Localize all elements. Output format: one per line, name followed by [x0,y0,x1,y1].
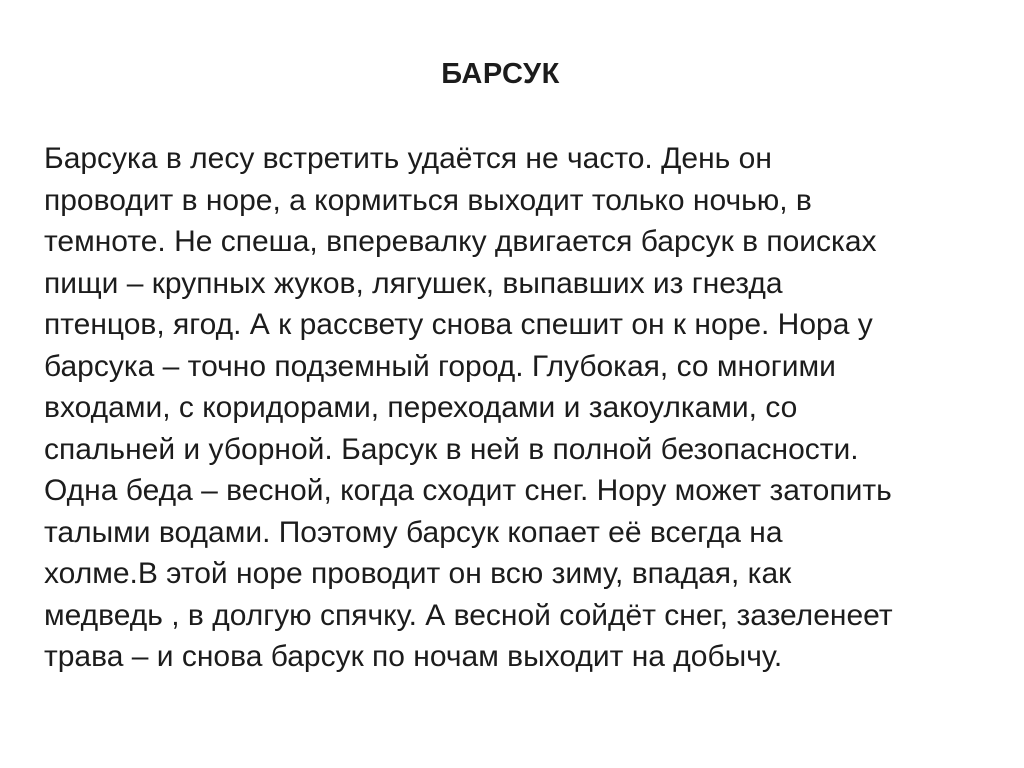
page-title: БАРСУК [441,58,560,90]
text-line: темноте. Не спеша, вперевалку двигается барсук в поисках [44,225,877,258]
text-line: проводит в норе, а кормиться выходит только ночью, в [44,183,812,217]
text-line: птенцов, ягод. А к рассвету снова спешит он к норе. Нора у [44,308,873,341]
body-text [44,138,1014,678]
text-line: Барсука в лесу встретить удаётся не часто. День он [44,142,772,175]
text-line: Одна беда – весной, когда сходит снег. Нору может затопить [44,474,892,507]
text-line: холме.В этой норе проводит он всю зиму, впадая, как [44,557,792,590]
text-line: спальней и уборной. Барсук в ней в полной безопасности. [44,432,859,466]
text-line: входами, с коридорами, переходами и закоулками, со [44,391,798,424]
text-line: барсука – точно подземный город. Глубокая, со многими [44,349,836,383]
text-line: трава – и снова барсук по ночам выходит на добычу. [44,640,783,673]
text-line: талыми водами. Поэтому барсук копает её всегда на [44,515,783,549]
text-line: медведь , в долгую спячку. А весной сойдёт снег, зазеленеет [44,598,893,632]
text-line: пищи – крупных жуков, лягушек, выпавших из гнезда [44,266,783,300]
